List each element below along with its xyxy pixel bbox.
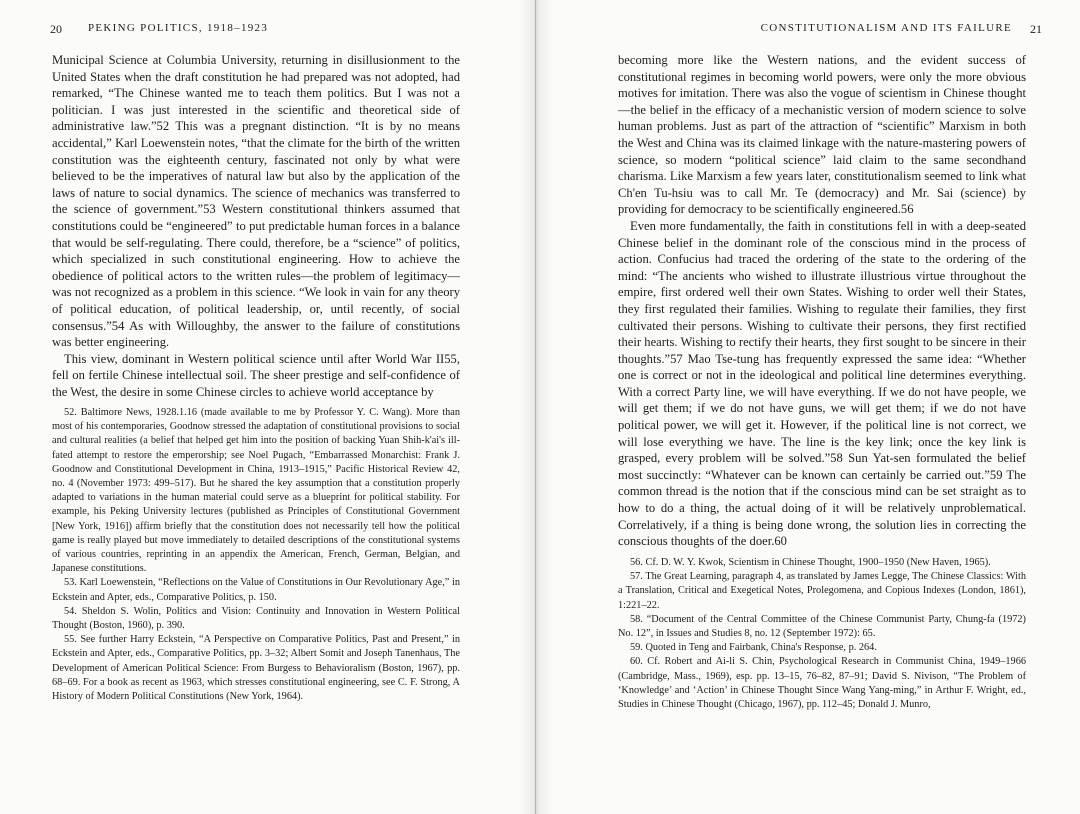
footnote-57: 57. The Great Learning, paragraph 4, as translated by James Legge, The Chinese Classics: With a Translation, Critical and Exegetical Notes, Prolegomena, and Copious Indexes (London, 1861), 1:221–22. (618, 571, 1026, 611)
footnote-60: 60. Cf. Robert and Ai-li S. Chin, Psychological Research in Communist China, 1949–1966 (Cambridge, Mass., 1969), esp. pp. 13–15, 76–82, 87–91; David S. Nivison, “The Problem of ‘Knowledge’ and ‘Action’ in Chinese Thought Since Wang Yang-ming,” in Arthur F. Wright, ed., Studies in Chinese Thought (Chicago, 1967), pp. 112–45; Donald J. Munro, (618, 656, 1026, 711)
right-paragraph-2: Even more fundamentally, the faith in constitutions fell in with a deep-seated Chinese belief in the dominant role of the conscious mind in the process of action. Confucius had traced the ordering of the state to the ordering of the mind: “The ancients who wished to illustrate illustrious virtue throughout the empire, first ordered well their own States. Wishing to order well their States, they first regulated their families. Wishing to regulate their families, they first cultivated their persons. Wishing to cultivate their persons, they first rectified their hearts. Wishing to rectify their hearts, they first sought to be sincere in their thoughts.”57 Mao Tse-tung has frequently expressed the same idea: “Whether one is correct or not in the ideological and political line determines everything. With a correct Party line, we will have everything. If we do not have people, we will get them; if we do not have guns, we will get them; if we do not have political power, we will get it. However, if the political line is not correct, we will lose everything we have. The line is the key link; once the key link is grasped, every problem will be solved.”58 Sun Yat-sen formulated the belief most succinctly: “Whatever can be known can certainly be carried out.”59 The common thread is the notion that if the conscious mind can be set straight as to how to do a thing, the actual doing of it will be relatively unproblematical. Correlatively, if a thing is being done wrong, the solution lies in correcting the conscious thoughts of the doer.60 (618, 218, 1026, 549)
right-body-text (618, 52, 1026, 550)
footnote-53: 53. Karl Loewenstein, “Reflections on the Value of Constitutions in Our Revolutionary Age,” in Eckstein and Apter, eds., Comparative Politics, p. 150. (52, 577, 460, 603)
left-running-title: PEKING POLITICS, 1918–1923 (88, 22, 269, 34)
left-page (52, 0, 460, 814)
book-gutter-shadow (518, 0, 554, 814)
left-page-number: 20 (50, 22, 62, 36)
footnote-59: 59. Quoted in Teng and Fairbank, China's Response, p. 264. (630, 642, 877, 654)
right-paragraph-1: becoming more like the Western nations, and the evident success of constitutional regimes in becoming world powers, were only the more obvious motives for imitation. There was also the vogue of scientism in Chinese thought—the belief in the efficacy of a mechanistic version of modern science to solve human problems. Just as part of the attraction of “scientific” Marxism in both the West and China was its claimed linkage with the nature-mastering powers of science, so modern “political science” laid claim to the same secondhand charisma. Like Marxism a few years later, constitutionalism seemed to link what Ch'en Tu-hsiu was to call Mr. Te (democracy) and Mr. Sai (science) by providing for democracy to be scientifically engineered.56 (618, 53, 1026, 217)
right-running-title: CONSTITUTIONALISM AND ITS FAILURE (760, 22, 1012, 34)
left-footnotes (52, 406, 460, 704)
right-running-head (618, 22, 1042, 38)
book-gutter-fold (535, 0, 536, 814)
footnote-56: 56. Cf. D. W. Y. Kwok, Scientism in Chinese Thought, 1900–1950 (New Haven, 1965). (630, 557, 991, 568)
left-paragraph-2: This view, dominant in Western political science until after World War II55, fell on fertile Chinese intellectual soil. The sheer prestige and self-confidence of the West, the desire in some Chinese circles to achieve world acceptance by (52, 351, 460, 399)
footnote-52: 52. Baltimore News, 1928.1.16 (made available to me by Professor Y. C. Wang). More than most of his contemporaries, Goodnow stressed the adaptation of constitutional provisions to social and cultural realities (a belief that helped get him into the position of backing Yuan Shih-k'ai's ill-fated attempt to restore the emperorship; see Noel Pugach, “Embarrassed Monarchist: Frank J. Goodnow and Constitutional Development in China, 1913–1915,” Pacific Historical Review 42, no. 4 (November 1973: 499–517). But he shared the key assumption that a constitution properly adapted to variations in the human material could serve as a blueprint for political stability. For example, his Peking University lectures (published as Principles of Constitutional Government [New York, 1916]) affirm briefly that the constitution does not necessarily tell how the political game is really played but move immediately to detailed descriptions of the constitutional systems of various countries, reprinting in an appendix the American, French, German, Belgian, and Japanese constitutions. (52, 407, 460, 575)
left-paragraph-1: Municipal Science at Columbia University, returning in disillusionment to the United States when the draft constitution he had prepared was not adopted, had remarked, “The Chinese wanted me to teach them politics. But I was not a politician. I was just interested in the scientific and theoretical side of administrative law.”52 This was a pregnant distinction. “It is by no means accidental,” Karl Loewenstein notes, “that the climate for the birth of the written constitution was the eighteenth century, fascinated not only by what were believed to be the imperatives of natural law but also by the application of the laws of nature to social dynamics. The science of mechanics was transferred to the science of government.”53 Western constitutional thinkers assumed that constitutions could be “engineered” to put predictable human forces in a balance that would be self-regulating. There could, therefore, be a “science” of politics, which specialized in such constitutional engineering. How to achieve the obedience of political actors to the written rules—the problem of legitimacy—was not recognized as a problem in this science. “We look in vain for any theory of political education, of political leadership, or, until recently, of social consensus.”54 As with Willoughby, the answer to the failure of constitutions was better engineering. (52, 53, 460, 350)
left-body-text (52, 52, 460, 400)
footnote-58: 58. “Document of the Central Committee of the Chinese Communist Party, Chung-fa (1972) No. 12”, in Issues and Studies 8, no. 12 (September 1972): 65. (618, 613, 1026, 640)
footnote-54: 54. Sheldon S. Wolin, Politics and Vision: Continuity and Innovation in Western Political Thought (Boston, 1960), p. 390. (52, 605, 460, 632)
right-page (618, 0, 1042, 814)
footnote-55: 55. See further Harry Eckstein, “A Perspective on Comparative Politics, Past and Present,” in Eckstein and Apter, eds., Comparative Politics, pp. 3–32; Albert Somit and Joseph Tanenhaus, The Development of American Political Science: From Burgess to Behavioralism (Boston, 1967), pp. 68–69. For a book as recent as 1963, which stresses constitutional engineering, see C. F. Strong, A History of Modern Political Constitutions (New York, 1964). (52, 634, 460, 703)
left-running-head (52, 22, 460, 38)
right-page-number: 21 (1030, 22, 1042, 36)
right-footnotes (618, 556, 1026, 712)
